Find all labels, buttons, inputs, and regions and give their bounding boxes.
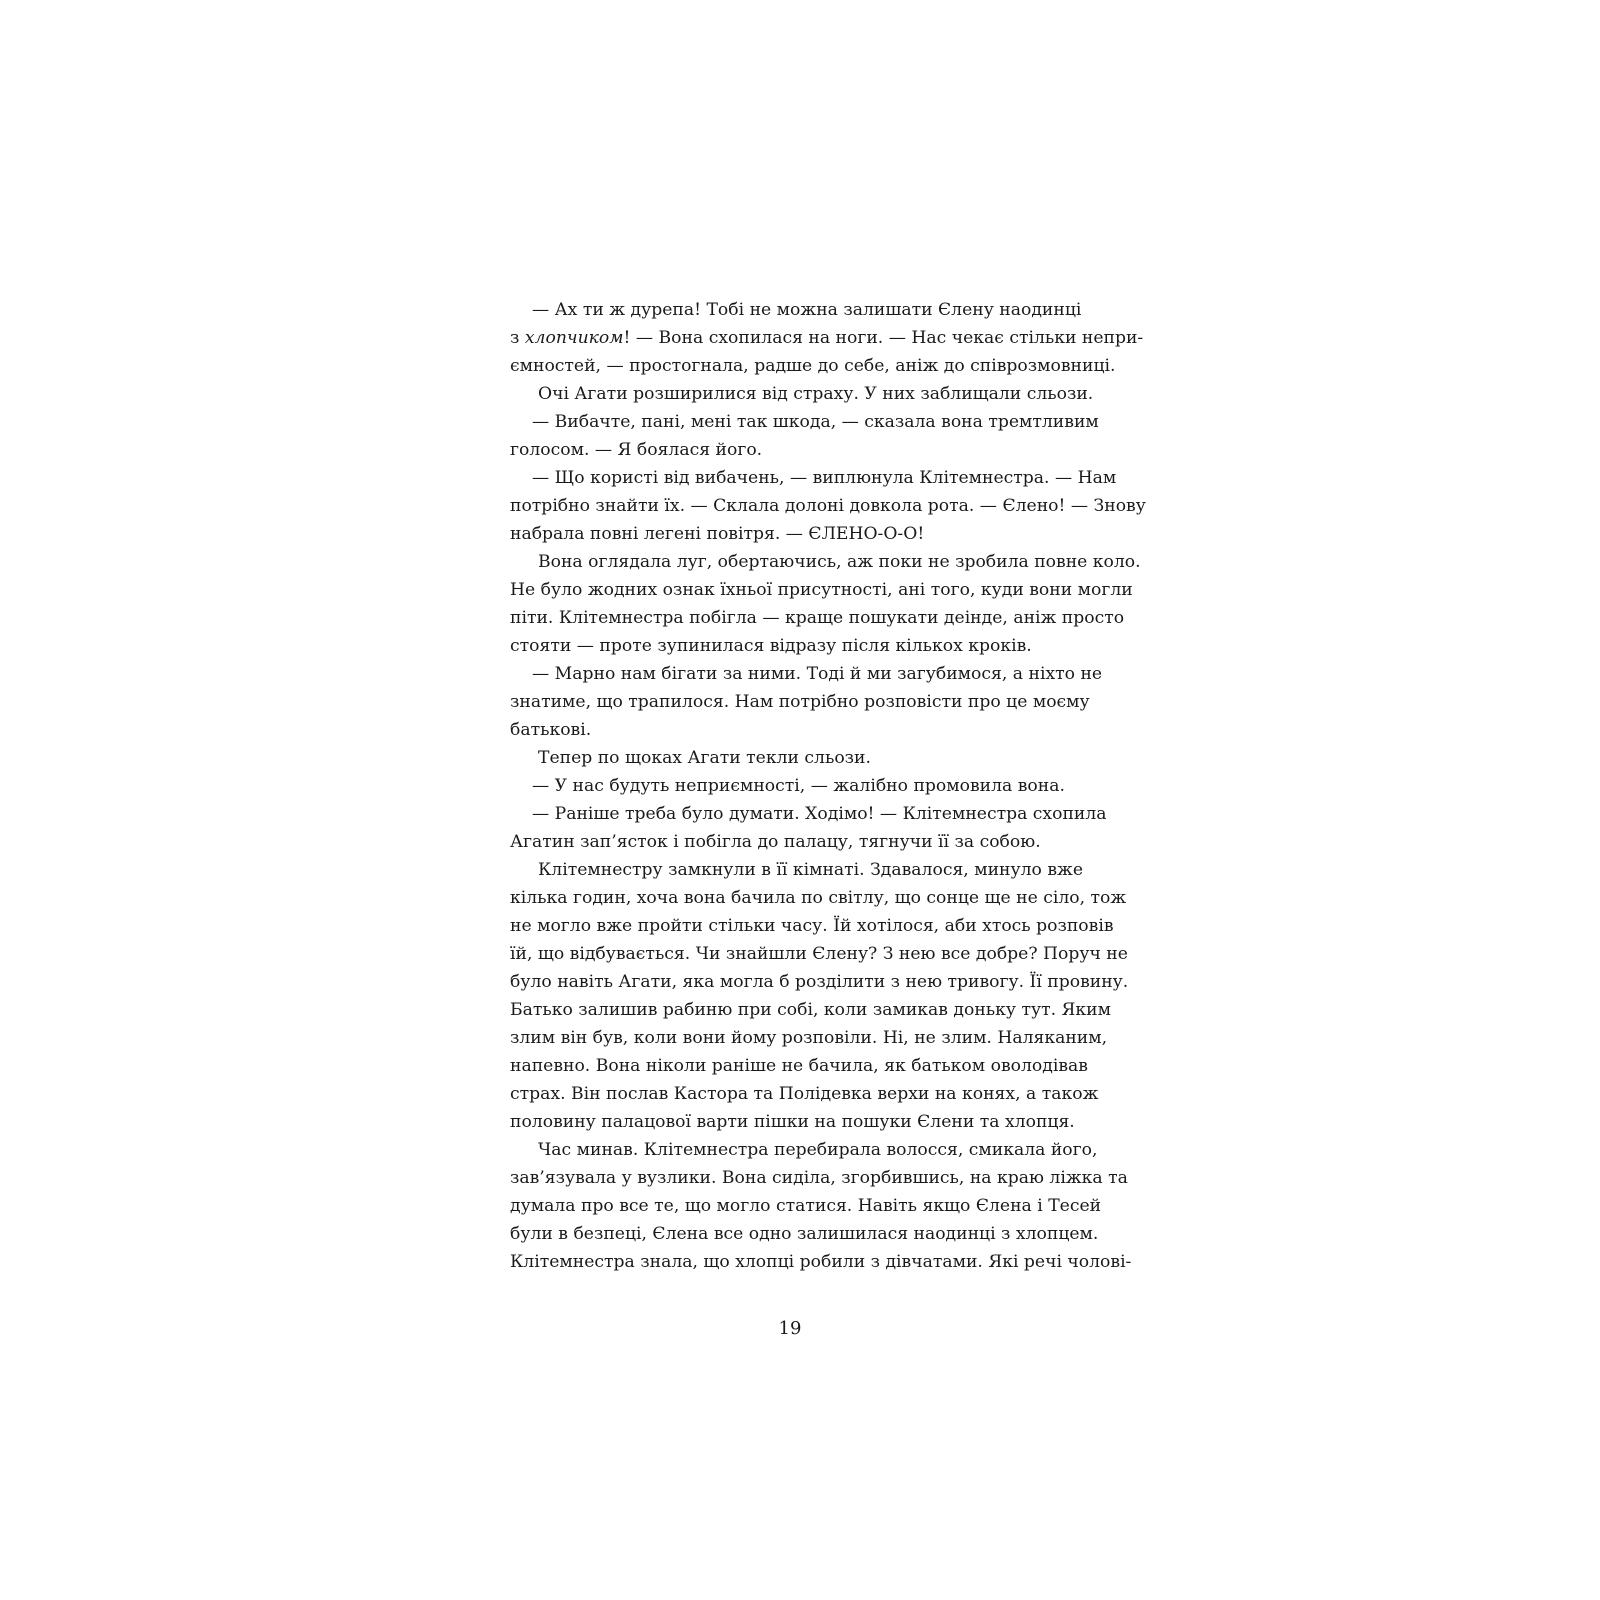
text-line: зав’язувала у вузлики. Вона сиділа, згорбившись, на краю ліжка та	[510, 1168, 1128, 1188]
text-line: Клітемнестру замкнули в її кімнаті. Здавалося, минуло вже	[538, 860, 1083, 880]
text-line: голосом. — Я боялася його.	[510, 440, 763, 460]
text-line: — Що користі від вибачень, — виплюнула Клітемнестра. — Нам	[532, 468, 1117, 488]
text-line: Не було жодних ознак їхньої присутності, ані того, куди вони могли	[510, 580, 1133, 600]
text-line: не могло вже пройти стільки часу. Їй хотілося, аби хтось розповів	[510, 916, 1114, 936]
text-line: ємностей, — простогнала, радше до себе, аніж до співрозмовниці.	[510, 356, 1116, 376]
text-line: батькові.	[510, 720, 592, 740]
text-line: піти. Клітемнестра побігла — краще пошукати деінде, аніж просто	[510, 608, 1125, 628]
text-line: — Раніше треба було думати. Ходімо! — Клітемнестра схопила	[532, 804, 1107, 824]
text-line: Час минав. Клітемнестра перебирала волосся, смикала його,	[538, 1140, 1098, 1160]
text-line: думала про все те, що могло статися. Навіть якщо Єлена і Тесей	[510, 1196, 1102, 1216]
text-line: потрібно знайти їх. — Склала долоні довкола рота. — Єлено! — Знову	[510, 496, 1146, 516]
text-line: — Марно нам бігати за ними. Тоді й ми загубимося, а ніхто не	[532, 664, 1103, 684]
text-line: набрала повні легені повітря. — ЄЛЕНО-О-О!	[510, 524, 925, 544]
text-line: Батько залишив рабиню при собі, коли замикав доньку тут. Яким	[510, 1000, 1111, 1020]
text-line: їй, що відбувається. Чи знайшли Єлену? З нею все добре? Поруч не	[510, 944, 1128, 964]
text-line: напевно. Вона ніколи раніше не бачила, як батьком оволодівав	[510, 1056, 1088, 1076]
text-line: злим він був, коли вони йому розповіли. Ні, не злим. Наляканим,	[510, 1028, 1108, 1048]
text-line: Очі Агати розширилися від страху. У них заблищали сльози.	[538, 384, 1094, 404]
italic-word: хлопчиком	[524, 328, 624, 348]
text-line: були в безпеці, Єлена все одно залишилася наодинці з хлопцем.	[510, 1224, 1099, 1244]
page-number: 19	[778, 1318, 802, 1339]
text-line: Тепер по щоках Агати текли сльози.	[538, 748, 871, 768]
text-line: — Вибачте, пані, мені так шкода, — сказала вона тремтливим	[532, 412, 1099, 432]
text-line: знатиме, що трапилося. Нам потрібно розповісти про це моєму	[510, 692, 1090, 712]
text-line: було навіть Агати, яка могла б розділити з нею тривогу. Її провину.	[510, 972, 1129, 992]
text-line: кілька годин, хоча вона бачила по світлу, що сонце ще не сіло, тож	[510, 888, 1127, 908]
text-line: з хлопчиком! — Вона схопилася на ноги. — Нас чекає стільки непри-	[510, 328, 1144, 348]
text-line: половину палацової варти пішки на пошуки Єлени та хлопця.	[510, 1112, 1075, 1132]
text-line: Агатин зап’ясток і побігла до палацу, тягнучи її за собою.	[510, 832, 1041, 852]
text-line: страх. Він послав Кастора та Полідевка верхи на конях, а також	[510, 1084, 1099, 1104]
text-line: — У нас будуть неприємності, — жалібно промовила вона.	[532, 776, 1065, 796]
text-line: Клітемнестра знала, що хлопці робили з дівчатами. Які речі чолові-	[510, 1252, 1132, 1272]
text-line: Вона оглядала луг, обертаючись, аж поки не зробила повне коло.	[538, 552, 1141, 572]
text-line: стояти — проте зупинилася відразу після кількох кроків.	[510, 636, 1032, 656]
body-text	[510, 296, 1146, 1276]
text-line: — Ах ти ж дурепа! Тобі не можна залишати Єлену наодинці	[532, 300, 1082, 320]
